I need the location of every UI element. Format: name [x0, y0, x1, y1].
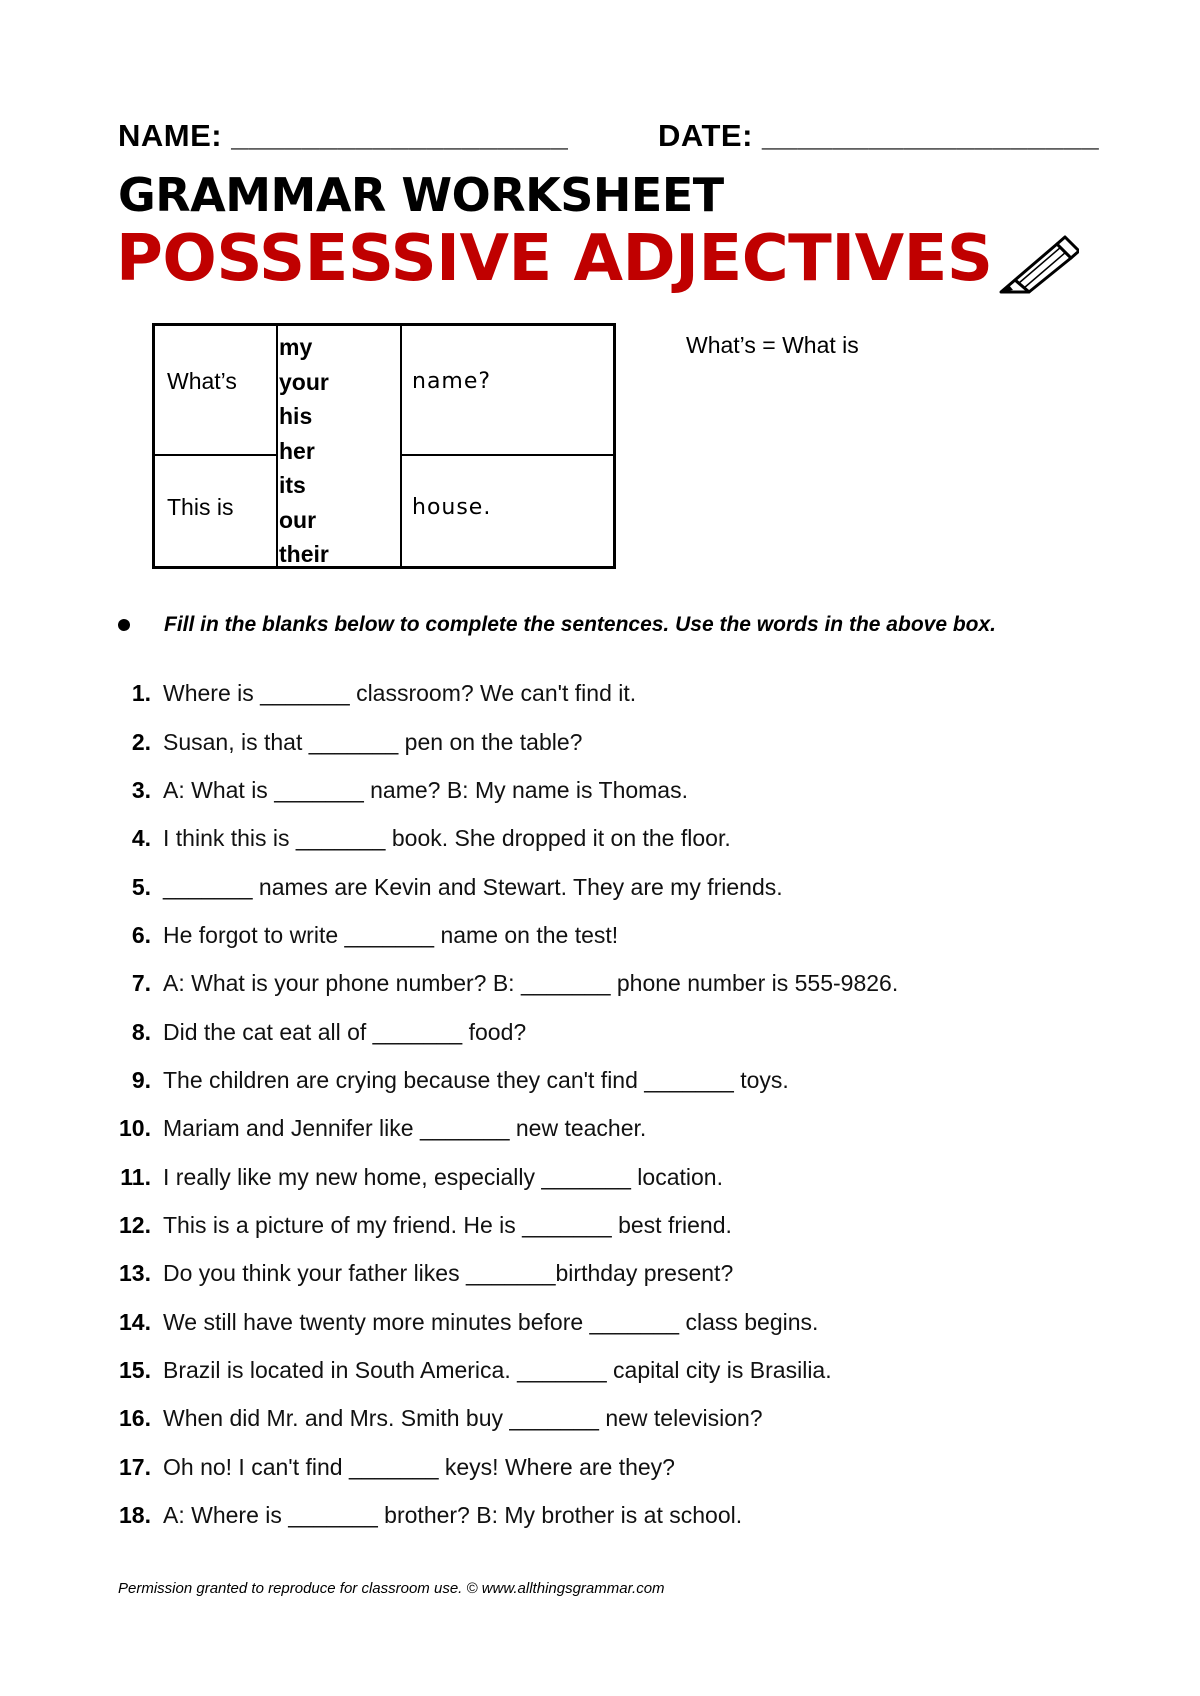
- question-number: 13.: [119, 1260, 151, 1286]
- question-text: A: Where is _______ brother? B: My brother is at school.: [163, 1502, 743, 1528]
- question-number: 17.: [119, 1454, 151, 1480]
- box-divider: [400, 326, 402, 566]
- bullet-icon: [118, 619, 130, 631]
- box-row1-end: name?: [412, 369, 492, 394]
- question-text: I think this is _______ book. She dropped it on the floor.: [163, 825, 731, 851]
- name-field-label: NAME: ___________________: [118, 118, 569, 153]
- question-number: 15.: [119, 1357, 151, 1383]
- possessive-word: his: [279, 403, 313, 429]
- possessive-word: its: [279, 472, 306, 498]
- date-field-label: DATE: ___________________: [658, 118, 1100, 153]
- question-text: This is a picture of my friend. He is _______ best friend.: [163, 1212, 732, 1238]
- question-number: 5.: [131, 874, 151, 900]
- box-divider: [400, 454, 613, 456]
- question-text: A: What is _______ name? B: My name is Thomas.: [163, 777, 688, 803]
- question-text: _______ names are Kevin and Stewart. They are my friends.: [163, 874, 783, 900]
- question-number: 12.: [119, 1212, 151, 1238]
- question-text: He forgot to write _______ name on the test!: [163, 922, 619, 948]
- pencil-icon: [995, 228, 1079, 294]
- contraction-note: What’s = What is: [686, 332, 859, 358]
- question-text: Mariam and Jennifer like _______ new teacher.: [163, 1115, 647, 1141]
- question-text: We still have twenty more minutes before _______ class begins.: [163, 1309, 819, 1335]
- question-number: 1.: [131, 680, 151, 706]
- possessive-word: our: [279, 506, 317, 533]
- possessive-word: their: [279, 541, 329, 567]
- possessive-word: her: [279, 437, 315, 464]
- question-number: 2.: [131, 729, 151, 755]
- question-text: Do you think your father likes _______birthday present?: [163, 1260, 734, 1286]
- question-text: Brazil is located in South America. _______ capital city is Brasilia.: [163, 1357, 832, 1383]
- worksheet-title: GRAMMAR WORKSHEET: [118, 168, 724, 222]
- question-text: Did the cat eat all of _______ food?: [163, 1019, 527, 1045]
- question-number: 14.: [119, 1309, 151, 1335]
- question-text: Where is _______ classroom? We can't find it.: [163, 680, 637, 706]
- question-text: A: What is your phone number? B: _______ phone number is 555-9826.: [163, 970, 899, 996]
- question-number: 4.: [131, 825, 151, 851]
- worksheet-topic: POSSESSIVE ADJECTIVES: [116, 222, 993, 296]
- question-number: 6.: [131, 922, 151, 948]
- question-number: 10.: [119, 1115, 151, 1141]
- question-number: 16.: [119, 1405, 151, 1431]
- question-number: 7.: [131, 970, 151, 996]
- possessive-word-list: [279, 330, 329, 572]
- question-text: I really like my new home, especially _______ location.: [163, 1164, 723, 1190]
- box-row1-start: What’s: [167, 368, 237, 394]
- box-divider: [276, 326, 278, 566]
- box-row2-start: This is: [167, 494, 234, 520]
- question-text: Susan, is that _______ pen on the table?: [163, 729, 583, 755]
- question-number: 3.: [131, 777, 151, 803]
- question-number: 18.: [119, 1502, 151, 1528]
- instructions: Fill in the blanks below to complete the sentences. Use the words in the above box.: [164, 613, 997, 636]
- box-row2-end: house.: [412, 495, 492, 520]
- question-text: The children are crying because they can't find _______ toys.: [163, 1067, 789, 1093]
- question-number: 8.: [131, 1019, 151, 1045]
- question-text: When did Mr. and Mrs. Smith buy _______ new television?: [163, 1405, 763, 1431]
- possessive-word: your: [279, 368, 329, 395]
- question-text: Oh no! I can't find _______ keys! Where are they?: [163, 1454, 675, 1480]
- possessive-word: my: [279, 334, 313, 360]
- copyright-footer: Permission granted to reproduce for classroom use. © www.allthingsgrammar.com: [118, 1580, 665, 1597]
- possessive-adjectives-box: [152, 323, 616, 569]
- question-number: 11.: [120, 1164, 151, 1190]
- box-divider: [155, 454, 276, 456]
- question-number: 9.: [131, 1067, 151, 1093]
